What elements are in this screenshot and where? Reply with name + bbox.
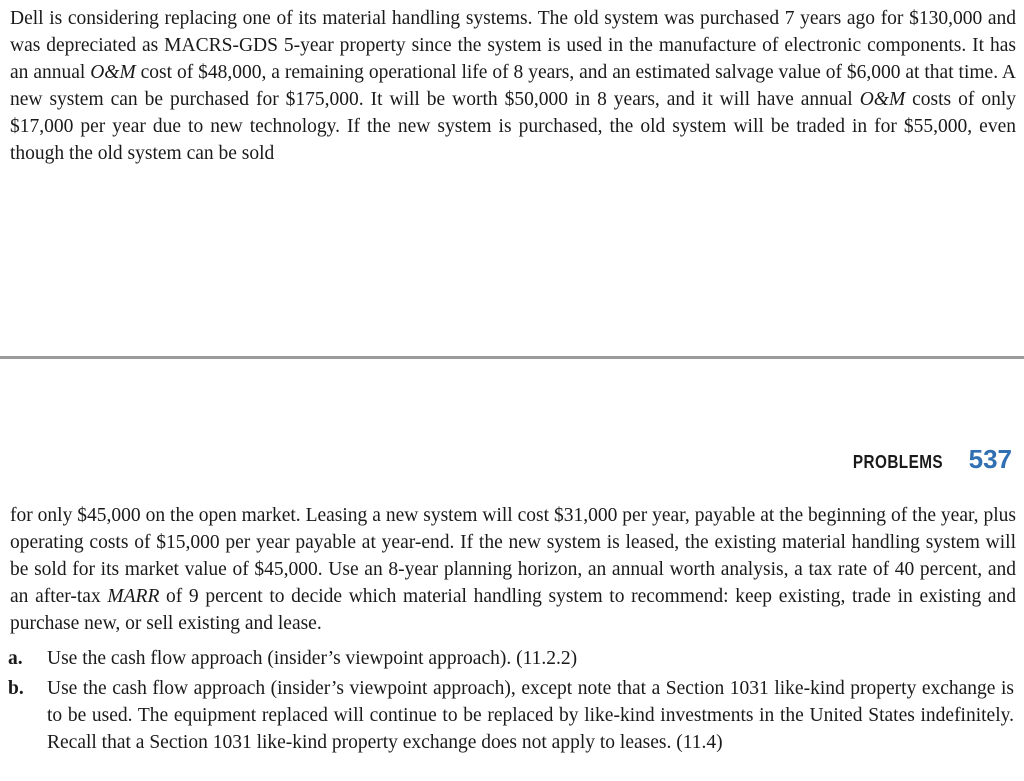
- problem-part-a: [8, 645, 1014, 672]
- problem-part-b: [8, 675, 1014, 756]
- problem-text-continued-bottom: for only $45,000 on the open market. Leasing a new system will cost $31,000 per year, payable at the beginning of the year, plus operating costs of $15,000 per year payable at year-end. If the new system is leased, the existing material handling system will be sold for its market value of $45,000. Use an 8-year planning horizon, an annual worth analysis, a tax rate of 40 percent, and an after-tax MARR of 9 percent to decide which material handling system to recommend: keep existing, trade in existing and purchase new, or sell existing and lease.: [10, 505, 1017, 634]
- problem-text-continued-top: Dell is considering replacing one of its material handling systems. The old system was purchased 7 years ago for $130,000 and was depreciated as MACRS-GDS 5-year property since the system is used in the manufacture of electronic components. It has an annual O&M cost of $48,000, a remaining operational life of 8 years, and an estimated salvage value of $6,000 at that time. A new system can be purchased for $175,000. It will be worth $50,000 in 8 years, and it will have annual O&M costs of only $17,000 per year due to new technology. If the new system is purchased, the old system will be traded in for $55,000, even though the old system can be sold: [10, 8, 1016, 164]
- part-text: Use the cash flow approach (insider’s viewpoint approach), except note that a Section 1031 like-kind property exchange is to be used. The equipment replaced will continue to be replaced by like-kind investments in the United States indefinitely. Recall that a Section 1031 like-kind property exchange does not apply to leases. (11.4): [47, 678, 1014, 753]
- page-divider: [0, 356, 1024, 359]
- part-label: a.: [8, 648, 23, 669]
- section-label: PROBLEMS: [852, 452, 943, 472]
- part-label: b.: [8, 678, 24, 699]
- page-number: 537: [968, 444, 1012, 474]
- running-head: [837, 444, 1012, 475]
- part-text: Use the cash flow approach (insider’s viewpoint approach). (11.2.2): [47, 648, 578, 669]
